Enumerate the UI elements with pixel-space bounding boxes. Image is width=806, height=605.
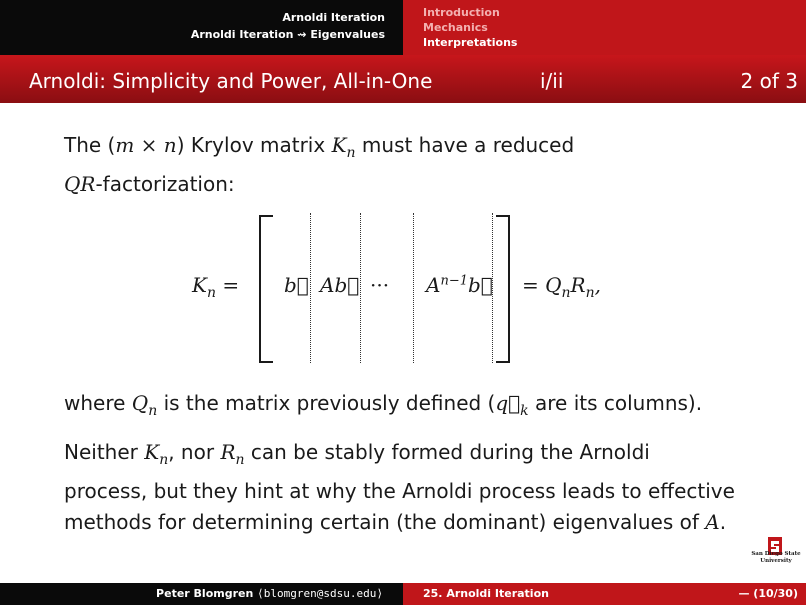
text: -factorization: bbox=[95, 172, 235, 196]
math-sub: n bbox=[346, 145, 356, 161]
section-subtitle[interactable]: Arnoldi Iteration ⇝ Eigenvalues bbox=[190, 28, 385, 41]
column-divider bbox=[310, 213, 311, 363]
header-bar bbox=[0, 0, 806, 55]
footer-email: ⟨blomgren@sdsu.edu⟩ bbox=[257, 587, 383, 600]
footer-left bbox=[0, 583, 403, 605]
text: must have a reduced bbox=[355, 133, 575, 157]
intro-paragraph bbox=[64, 130, 574, 200]
matrix-col-b: b⃗ bbox=[284, 273, 309, 297]
matrix-col-anb: $A^{n-1}b⃗$ bbox=[426, 273, 493, 297]
column-divider bbox=[492, 213, 493, 363]
frame-title-bar bbox=[0, 55, 806, 103]
where-paragraph: where $Q_n$ is the matrix previously defined ($q⃗_k$ are its columns). bbox=[64, 391, 703, 419]
frame-title: Arnoldi: Simplicity and Power, All-in-One bbox=[29, 69, 433, 93]
text: The ( bbox=[64, 133, 116, 157]
matrix-rhs: = $Q_nR_n$, bbox=[522, 273, 601, 301]
column-divider bbox=[360, 213, 361, 363]
matrix-right-bracket bbox=[496, 215, 510, 363]
matrix-left-bracket bbox=[259, 215, 273, 363]
footer-lecture: 25. Arnoldi Iteration bbox=[423, 587, 549, 600]
footer-author: Peter Blomgren ⟨blomgren@sdsu.edu⟩ bbox=[156, 587, 383, 600]
text: ) Krylov matrix bbox=[176, 133, 332, 157]
math-krylov: K bbox=[331, 133, 347, 157]
header-left bbox=[0, 0, 403, 55]
nav-item-mechanics[interactable]: Mechanics bbox=[423, 21, 488, 34]
presentation-title[interactable]: Arnoldi Iteration bbox=[282, 11, 385, 24]
neither-paragraph: Neither $K_n$, nor $R_n$ can be stably formed during the Arnoldi process, but they hint at why the Arnoldi process leads to effective methods for determining certain (the dominant) eigenvalues of A. bbox=[64, 440, 735, 534]
matrix-lhs: $K_n$ = bbox=[192, 273, 240, 301]
math-dims: m × n bbox=[115, 133, 177, 157]
section-nav bbox=[423, 5, 517, 50]
frame-part: i/ii bbox=[540, 69, 564, 93]
university-name: San Diego State University bbox=[751, 551, 801, 564]
math-qr: QR bbox=[64, 172, 96, 196]
footer-right bbox=[403, 583, 806, 605]
frame-counter: 2 of 3 bbox=[740, 69, 798, 93]
footer-bar bbox=[0, 583, 806, 605]
matrix-col-ab: Ab⃗ bbox=[320, 273, 360, 297]
footer-page-number: — (10/30) bbox=[738, 587, 798, 600]
matrix-dots: ··· bbox=[370, 273, 390, 297]
column-divider bbox=[413, 213, 414, 363]
nav-item-introduction[interactable]: Introduction bbox=[423, 6, 500, 19]
header-right bbox=[403, 0, 806, 55]
nav-item-interpretations[interactable]: Interpretations bbox=[423, 36, 518, 49]
